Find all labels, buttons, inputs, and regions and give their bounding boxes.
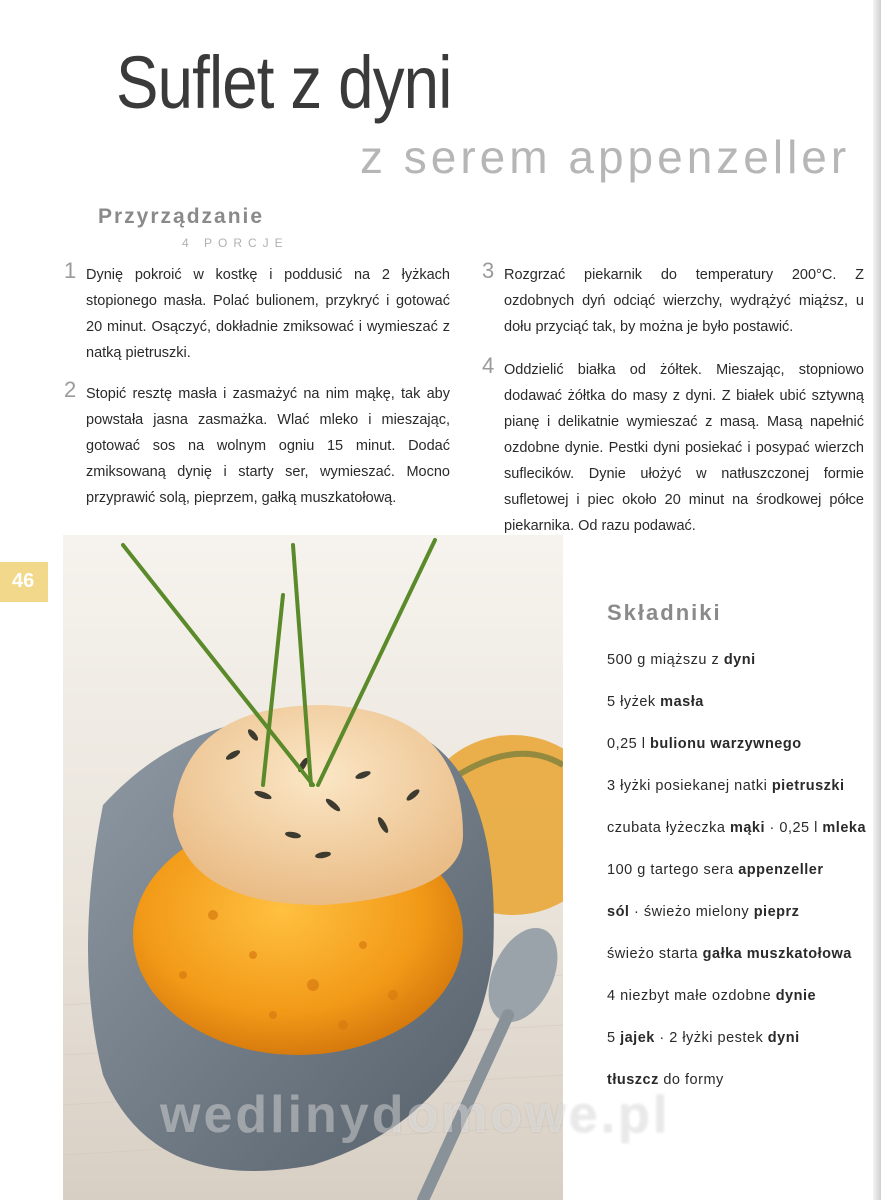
watermark: wedlinydomowe.pl	[160, 1086, 671, 1144]
step-number: 3	[482, 258, 495, 283]
ingredient-item: 4 niezbyt małe ozdobne dynie	[607, 988, 817, 1004]
ingredients-heading: Składniki	[607, 600, 722, 625]
step-number: 1	[64, 258, 77, 283]
ingredient-item: 3 łyżki posiekanej natki pietruszki	[607, 778, 845, 794]
ingredient-item: 5 łyżek masła	[607, 694, 704, 710]
page-edge	[873, 0, 881, 1200]
ingredient-item: 500 g miąższu z dyni	[607, 652, 756, 668]
portions-label: 4 PORCJE	[182, 236, 289, 250]
step-number: 2	[64, 377, 77, 402]
step-1	[64, 258, 450, 366]
step-number: 4	[482, 353, 495, 378]
preparation-heading: Przyrządzanie	[98, 205, 265, 228]
ingredient-item: 5 jajek · 2 łyżki pestek dyni	[607, 1030, 800, 1046]
step-text: Dynię pokroić w kostkę i poddusić na 2 łyżkach stopionego masła. Polać bulionem, przykryć i gotować 20 minut. Osączyć, dokładnie zmiksować i wymieszać z natką pietruszki.	[86, 267, 450, 361]
ingredient-item: tłuszcz do formy	[607, 1072, 724, 1088]
recipe-title: Suflet z dyni	[116, 41, 452, 124]
step-2	[64, 377, 450, 511]
ingredient-item: świeżo starta gałka muszkatołowa	[607, 946, 852, 962]
step-text: Oddzielić białka od żółtek. Mieszając, stopniowo dodawać żółtka do masy z dyni. Z białek ubić sztywną pianę i delikatnie wymieszać z masą. Masą napełnić ozdobne dynie. Pestki dyni posiekać i posypać wierzch suflecików. Dynie ułożyć w natłuszczonej formie sufletowej i piec około 20 minut na środkowej półce piekarnika. Od razu podawać.	[504, 362, 864, 534]
page-number: 46	[12, 570, 35, 592]
step-text: Stopić resztę masła i zasmażyć na nim mąkę, tak aby powstała jasna zasmażka. Wlać mleko i mieszając, gotować sos na wolnym ogniu 15 minut. Dodać zmiksowaną dynię i starty ser, wymieszać. Mocno przyprawić solą, pieprzem, gałką muszkatołową.	[86, 386, 450, 506]
ingredient-item: czubata łyżeczka mąki · 0,25 l mleka	[607, 820, 867, 836]
ingredient-item: 100 g tartego sera appenzeller	[607, 862, 824, 878]
step-4	[482, 353, 864, 539]
ingredient-item: 0,25 l bulionu warzywnego	[607, 736, 802, 752]
recipe-subtitle: z serem appenzeller	[360, 131, 851, 183]
step-3	[482, 258, 864, 340]
step-text: Rozgrzać piekarnik do temperatury 200°C. Z ozdobnych dyń odciąć wierzchy, wydrążyć miąższ, u dołu przyciąć tak, by można je było postawić.	[504, 267, 864, 335]
ingredient-item: sól · świeżo mielony pieprz	[607, 904, 800, 920]
